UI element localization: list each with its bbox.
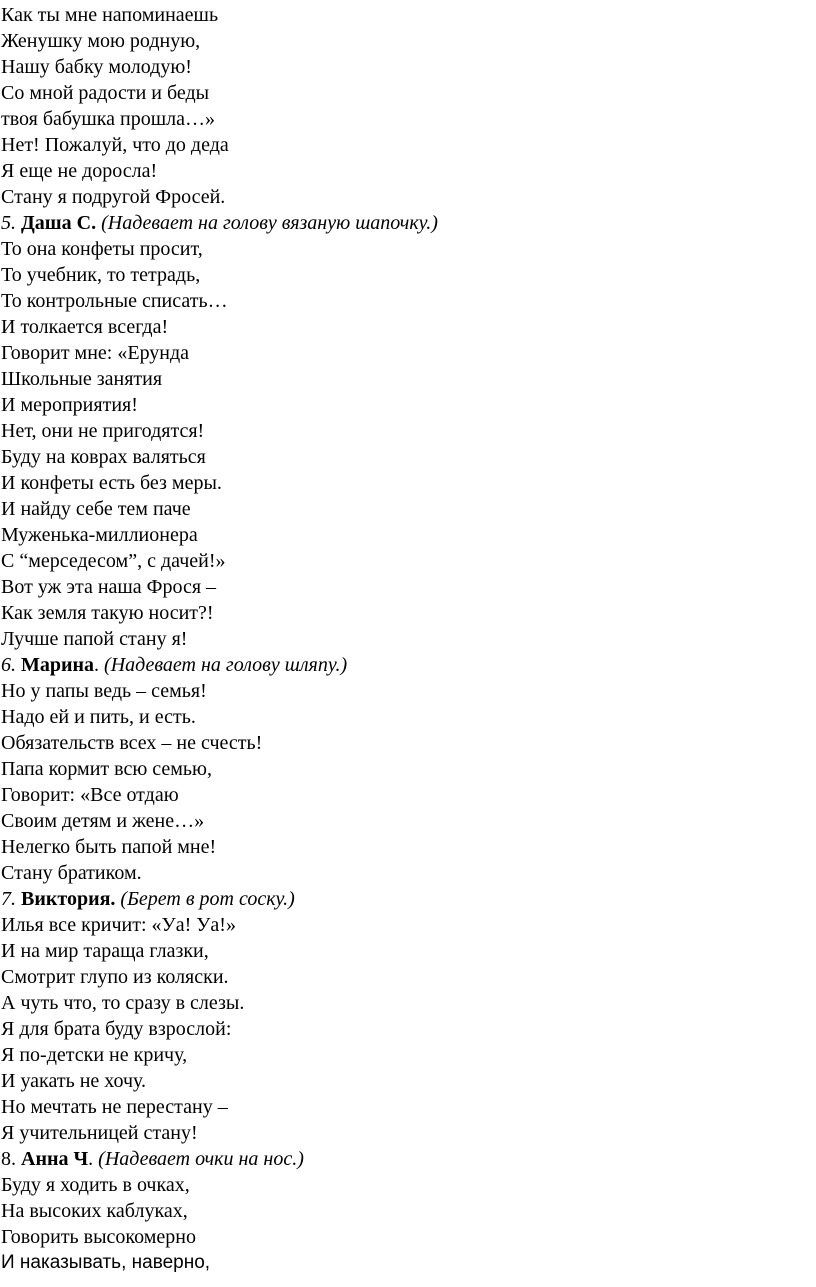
verse-line: Я еще не доросла!	[1, 160, 158, 182]
verse-line: Говорит: «Все отдаю	[1, 784, 179, 806]
verse-line: То контрольные списать…	[1, 290, 228, 312]
verse-line: И найду себе тем паче	[1, 498, 191, 520]
role-name: Анна Ч	[21, 1148, 89, 1170]
verse-line: Муженька-миллионера	[1, 524, 198, 546]
verse-line-last: И наказывать, наверно,	[1, 1252, 211, 1273]
role-name: Марина	[21, 654, 95, 676]
role-number: 7.	[1, 888, 16, 910]
verse-line: Обязательств всех – не счесть!	[1, 732, 263, 754]
role-separator: .	[94, 654, 100, 676]
verse-line: То учебник, то тетрадь,	[1, 264, 201, 286]
verse-line: И конфеты есть без меры.	[1, 472, 222, 494]
verse-line: Буду я ходить в очках,	[1, 1174, 190, 1196]
verse-line: Лучше папой стану я!	[1, 628, 188, 650]
role-heading-5	[1, 210, 438, 236]
role-heading-8	[1, 1146, 304, 1172]
verse-line: Женушку мою родную,	[1, 30, 201, 52]
verse-line: Надо ей и пить, и есть.	[1, 706, 196, 728]
verse-line: И толкается всегда!	[1, 316, 169, 338]
verse-line: Я учительницей стану!	[1, 1122, 198, 1144]
role-number: 8.	[1, 1148, 16, 1170]
verse-line: Я по-детски не кричу,	[1, 1044, 188, 1066]
stage-direction: (Надевает на голову шляпу.)	[104, 654, 348, 676]
verse-line: И на мир тараща глазки,	[1, 940, 209, 962]
verse-line: Папа кормит всю семью,	[1, 758, 212, 780]
verse-line: С “мерседесом”, с дачей!»	[1, 550, 226, 572]
verse-line: Нет! Пожалуй, что до деда	[1, 134, 229, 156]
verse-line: Но мечтать не перестану –	[1, 1096, 228, 1118]
verse-line: Но у папы ведь – семья!	[1, 680, 207, 702]
role-heading-6	[1, 652, 347, 678]
verse-line: твоя бабушка прошла…»	[1, 108, 215, 130]
verse-line: Стану я подругой Фросей.	[1, 186, 226, 208]
verse-line: Нелегко быть папой мне!	[1, 836, 217, 858]
verse-line: Илья все кричит: «Уа! Уа!»	[1, 914, 236, 936]
verse-line: Буду на коврах валяться	[1, 446, 206, 468]
verse-line: И мероприятия!	[1, 394, 138, 416]
role-heading-7	[1, 886, 295, 912]
role-number: 5.	[1, 212, 16, 234]
verse-line: На высоких каблуках,	[1, 1200, 188, 1222]
verse-line: Своим детям и жене…»	[1, 810, 205, 832]
verse-line: То она конфеты просит,	[1, 238, 203, 260]
role-name: Виктория.	[21, 888, 116, 910]
verse-line: Говорить высокомерно	[1, 1226, 196, 1248]
stage-direction: (Надевает очки на нос.)	[98, 1148, 304, 1170]
verse-line: Я для брата буду взрослой:	[1, 1018, 232, 1040]
verse-line: Нет, они не пригодятся!	[1, 420, 205, 442]
verse-line: Вот уж эта наша Фрося –	[1, 576, 217, 598]
verse-line: Нашу бабку молодую!	[1, 56, 192, 78]
verse-line: Как земля такую носит?!	[1, 602, 214, 624]
verse-line: Со мной радости и беды	[1, 82, 210, 104]
role-number: 6.	[1, 654, 16, 676]
verse-line: Смотрит глупо из коляски.	[1, 966, 229, 988]
verse-line: Говорит мне: «Ерунда	[1, 342, 190, 364]
verse-line: А чуть что, то сразу в слезы.	[1, 992, 245, 1014]
verse-line: Стану братиком.	[1, 862, 142, 884]
stage-direction: (Берет в рот соску.)	[120, 888, 295, 910]
role-name: Даша С.	[21, 212, 97, 234]
stage-direction: (Надевает на голову вязаную шапочку.)	[101, 212, 438, 234]
verse-line: Школьные занятия	[1, 368, 163, 390]
verse-line: И уакать не хочу.	[1, 1070, 147, 1092]
role-separator: .	[88, 1148, 94, 1170]
verse-line: Как ты мне напоминаешь	[1, 4, 219, 26]
